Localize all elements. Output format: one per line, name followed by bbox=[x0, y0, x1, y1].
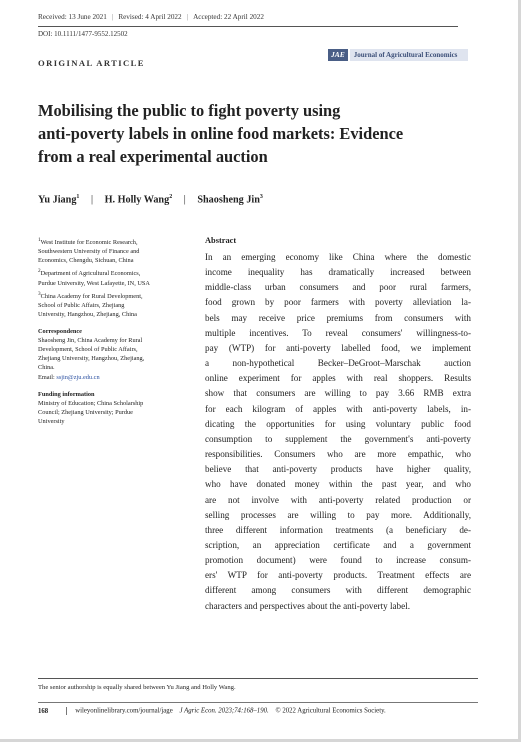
abstract-line: a non-hypothetical Becker–DeGroot–Marschak auction bbox=[205, 358, 471, 369]
affiliation-line: West Institute for Economic Research, bbox=[40, 239, 138, 247]
correspondence-heading: Correspondence bbox=[38, 328, 82, 336]
abstract-line: pay (WTP) for anti-poverty labelled food, we implement bbox=[205, 342, 471, 353]
title-line: Mobilising the public to fight poverty using bbox=[38, 101, 341, 120]
abstract-line: for each kilogram of apples with anti-poverty labels, in- bbox=[205, 403, 471, 414]
affiliation bbox=[38, 267, 190, 287]
journal-name: Journal of Agricultural Economics bbox=[350, 49, 468, 61]
affiliation-number: 2 bbox=[38, 268, 41, 275]
revised-date: Revised: 4 April 2022 bbox=[118, 13, 182, 21]
footer-separator bbox=[66, 707, 67, 715]
correspondence-line: Shaosheng Jin, China Academy for Rural bbox=[38, 337, 143, 345]
publication-dates bbox=[38, 13, 264, 21]
page-footer bbox=[38, 707, 386, 715]
email-line bbox=[38, 374, 100, 381]
correspondence-line: China. bbox=[38, 364, 55, 372]
article-title bbox=[38, 99, 478, 168]
abstract-line: middle-class urban consumers and poor rural farmers, bbox=[205, 282, 471, 293]
abstract-line: characters and perspectives about the anti-poverty label. bbox=[205, 600, 410, 611]
email-label: Email: bbox=[38, 373, 57, 381]
footnote-rule bbox=[38, 678, 478, 679]
abstract-line: different among consumers with different demographic bbox=[205, 585, 471, 596]
affiliation-line: China Academy for Rural Development, bbox=[40, 292, 143, 300]
abstract-heading: Abstract bbox=[205, 236, 237, 245]
affiliation-line: University, Hangzhou, Zhejiang, China bbox=[38, 310, 137, 318]
journal-logo bbox=[328, 48, 468, 62]
author-separator: | bbox=[183, 194, 186, 206]
abstract-line: bels may receive price premiums from consumers with bbox=[205, 312, 471, 323]
abstract-line: ers' WTP for anti-poverty products. Treatment effects are bbox=[205, 570, 471, 581]
author-list bbox=[38, 194, 263, 205]
abstract-line: promotion document) were found to increase consum- bbox=[205, 555, 471, 566]
correspondence-line: Development, School of Public Affairs, bbox=[38, 346, 138, 354]
accepted-date: Accepted: 22 April 2022 bbox=[193, 13, 264, 21]
abstract-line: online experiment for apples with real shoppers. Results bbox=[205, 373, 471, 384]
affiliation-line: Department of Agricultural Economics, bbox=[40, 270, 141, 278]
funding-block bbox=[38, 399, 190, 426]
journal-url[interactable]: wileyonlinelibrary.com/journal/jage bbox=[75, 707, 173, 715]
abstract-line: scription, an appreciation certificate and a government bbox=[205, 539, 471, 550]
funding-line: Council; Zhejiang University; Purdue bbox=[38, 408, 133, 416]
funding-heading: Funding information bbox=[38, 390, 95, 398]
abstract-line: are not involve with anti-poverty related production or bbox=[205, 494, 471, 505]
abstract-line: responsibilities. Consumers who are more empathic, who bbox=[205, 449, 471, 460]
affiliation bbox=[38, 236, 190, 265]
abstract-body bbox=[205, 250, 471, 614]
page-number: 168 bbox=[38, 707, 49, 715]
email-link[interactable]: ssjin@zju.edu.cn bbox=[56, 373, 100, 381]
author-affiliation-marker: 2 bbox=[169, 194, 173, 200]
abstract-line: income inequality has dramatically increased between bbox=[205, 267, 471, 278]
abstract-line: food grown by poor farmers with poverty alleviation la- bbox=[205, 297, 471, 308]
footer-rule bbox=[38, 702, 478, 703]
correspondence-line: Zhejiang University, Hangzhou, Zhejiang, bbox=[38, 355, 145, 363]
author-name[interactable]: Shaosheng Jin bbox=[197, 194, 260, 206]
abstract-line: multiple incentives. To reveal consumers' willingness-to- bbox=[205, 327, 471, 338]
author-name[interactable]: H. Holly Wang bbox=[104, 194, 170, 206]
author-separator: | bbox=[90, 194, 94, 206]
abstract-line: show that consumers are willing to pay 3.66 RMB extra bbox=[205, 388, 471, 399]
abstract-line: selling processes are willing to pay more. Additionally, bbox=[205, 509, 471, 520]
abstract-line: three different information treatments (a beneficiary de- bbox=[205, 524, 471, 535]
affiliation-line: Economics, Chengdu, Sichuan, China bbox=[38, 257, 134, 265]
author-affiliation-marker: 1 bbox=[76, 194, 80, 200]
author-affiliation-marker: 3 bbox=[259, 194, 263, 200]
correspondence-block bbox=[38, 336, 190, 381]
affiliation-line: Purdue University, West Lafayette, IN, USA bbox=[38, 279, 150, 287]
affiliations-column bbox=[38, 236, 190, 426]
title-line: from a real experimental auction bbox=[38, 147, 268, 166]
affiliation-line: School of Public Affairs, Zhejiang bbox=[38, 301, 125, 309]
received-date: Received: 13 June 2021 bbox=[38, 13, 107, 21]
copyright: © 2022 Agricultural Economics Society. bbox=[275, 707, 386, 715]
journal-badge: JAE bbox=[328, 49, 348, 61]
affiliation-line: Southwestern University of Finance and bbox=[38, 248, 140, 256]
header-rule bbox=[38, 26, 458, 27]
affiliation-number: 3 bbox=[38, 290, 41, 297]
funding-line: University bbox=[38, 417, 65, 425]
footnote: The senior authorship is equally shared between Yu Jiang and Holly Wang. bbox=[38, 684, 236, 691]
affiliation bbox=[38, 290, 190, 319]
author-name[interactable]: Yu Jiang bbox=[38, 194, 77, 206]
article-type-label: ORIGINAL ARTICLE bbox=[38, 58, 145, 68]
abstract-line: who have donated money within the past year, and who bbox=[205, 479, 471, 490]
funding-line: Ministry of Education; China Scholarship bbox=[38, 399, 144, 407]
affiliation-number: 1 bbox=[38, 237, 41, 243]
date-separator: | bbox=[186, 13, 189, 21]
abstract-line: dicating the opportunities for using voluntary public food bbox=[205, 418, 471, 429]
abstract-line: In an emerging economy like China where the domestic bbox=[205, 252, 471, 262]
abstract-line: consumption to supplement the government's anti-poverty bbox=[205, 433, 471, 444]
citation: J Agric Econ. 2023;74:168–190. bbox=[179, 707, 269, 715]
title-line: anti-poverty labels in online food markets: Evidence bbox=[38, 124, 404, 143]
abstract-line: believe that anti-poverty products have higher quality, bbox=[205, 464, 471, 475]
doi[interactable]: DOI: 10.1111/1477-9552.12502 bbox=[38, 30, 128, 38]
date-separator: | bbox=[111, 13, 114, 21]
